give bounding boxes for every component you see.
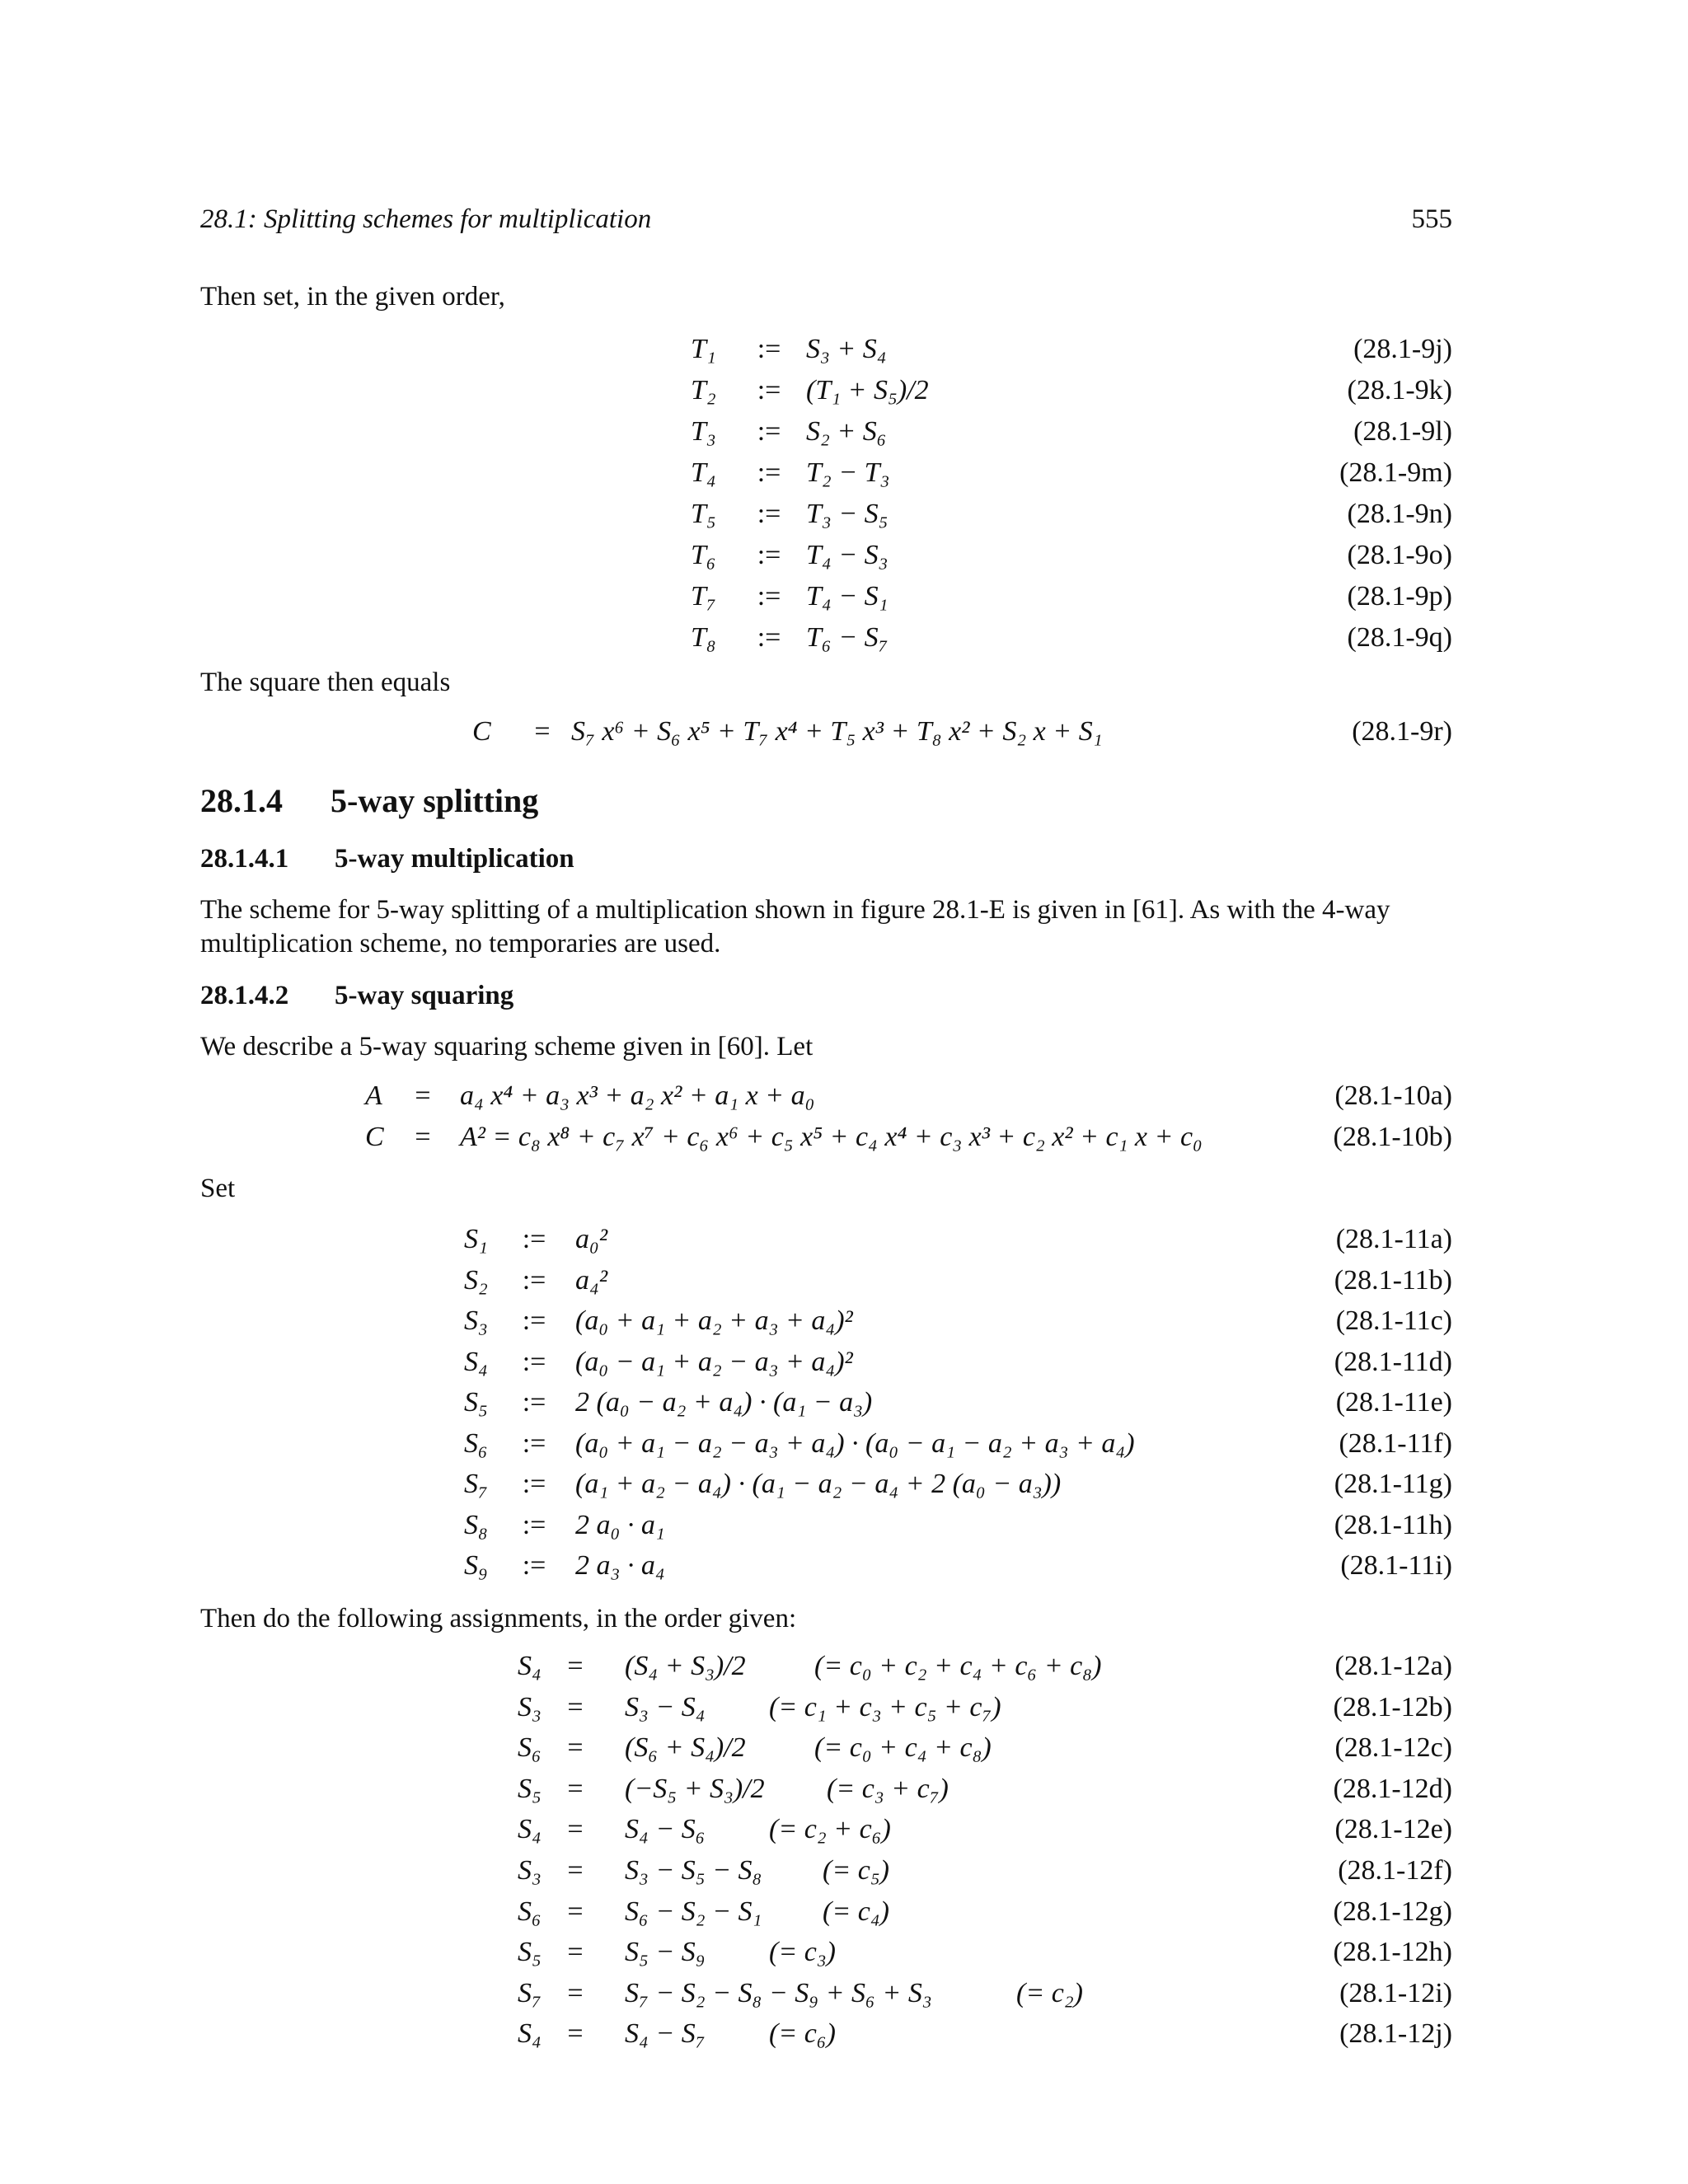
equation-operator: := <box>522 1469 546 1499</box>
equation-lhs: S₆ <box>464 1427 488 1459</box>
equation-note: (= c₀ + c₄ + c₈) <box>814 1732 992 1764</box>
equation-rhs: a₄ x⁴ + a₃ x³ + a₂ x² + a₁ x + a₀ <box>460 1080 815 1111</box>
equation-number: (28.1-11i) <box>1340 1550 1452 1581</box>
equation-number: (28.1-12g) <box>1333 1896 1452 1927</box>
assign-text: Then do the following assignments, in the order given: <box>200 1604 797 1633</box>
equation-number: (28.1-11h) <box>1334 1509 1452 1540</box>
equation-rhs: a₀² <box>575 1224 608 1254</box>
equation-row <box>200 1769 1452 1809</box>
equation-note: (= c₄) <box>823 1896 889 1927</box>
equation-number: (28.1-12a) <box>1334 1651 1452 1681</box>
equation-rhs: (S₆ + S₄)/2 <box>625 1732 746 1764</box>
equation-lhs: S₆ <box>518 1896 542 1927</box>
equation-note: (= c₆) <box>769 2018 836 2050</box>
equation-row <box>200 1465 1452 1504</box>
equation-lhs: S₃ <box>518 1855 542 1886</box>
equation-number: (28.1-9k) <box>1347 375 1452 405</box>
equation-lhs: S₄ <box>518 1651 542 1681</box>
equation-operator: := <box>757 334 781 364</box>
square-text: The square then equals <box>200 668 451 697</box>
equation-lhs: S₇ <box>518 1977 542 2008</box>
section-title: 5-way splitting <box>331 782 539 819</box>
equation-operator: := <box>522 1346 546 1377</box>
equation-lhs: S₈ <box>464 1509 488 1540</box>
intro-text: Then set, in the given order, <box>200 282 505 312</box>
equation-number: (28.1-12f) <box>1338 1855 1452 1886</box>
equation-operator: := <box>757 622 781 653</box>
equation-lhs: T₁ <box>691 334 716 364</box>
equation-rhs: S₂ + S₆ <box>806 416 887 447</box>
subsection-heading-1 <box>200 844 574 874</box>
equation-operator: = <box>415 1080 431 1111</box>
equation-note: (= c₅) <box>823 1855 889 1886</box>
subsection-heading-2 <box>200 981 513 1011</box>
equation-number: (28.1-11g) <box>1334 1469 1452 1499</box>
equation-row <box>200 1810 1452 1849</box>
equation-rhs: S₅ − S₉ <box>625 1937 706 1968</box>
subsection-number: 28.1.4.1 <box>200 844 289 874</box>
equation-number: (28.1-9q) <box>1347 622 1452 653</box>
equation-lhs: A <box>365 1080 382 1111</box>
equation-rhs: S₇ x⁶ + S₆ x⁵ + T₇ x⁴ + T₅ x³ + T₈ x² + S₂ x + S₁ <box>571 716 1103 747</box>
equation-number: (28.1-9j) <box>1353 334 1452 364</box>
equation-operator: := <box>522 1305 546 1336</box>
equation-lhs: T₄ <box>691 457 716 488</box>
equation-operator: := <box>757 375 781 405</box>
equation-rhs: S₃ − S₄ <box>625 1691 706 1722</box>
equation-lhs: C <box>365 1122 384 1152</box>
equation-rhs: T₃ − S₅ <box>806 499 889 529</box>
equation-rhs: T₄ − S₁ <box>806 581 889 612</box>
equation-number: (28.1-10a) <box>1334 1080 1452 1111</box>
equation-operator: = <box>567 1814 584 1845</box>
equation-rhs: (a₁ + a₂ − a₄) · (a₁ − a₂ − a₄ + 2 (a₀ − a₃)) <box>575 1469 1062 1499</box>
equation-lhs: S₆ <box>518 1732 542 1764</box>
equation-operator: := <box>522 1550 546 1581</box>
equation-row <box>200 618 1452 658</box>
equation-row <box>200 330 1452 369</box>
equation-lhs: S₅ <box>518 1773 542 1804</box>
equation-number: (28.1-12c) <box>1334 1732 1452 1764</box>
equation-rhs: 2 a₃ · a₄ <box>575 1550 665 1581</box>
equation-rhs: S₄ − S₆ <box>625 1814 706 1845</box>
equation-operator: := <box>522 1427 546 1459</box>
equation-operator: = <box>567 1855 584 1886</box>
equation-operator: = <box>567 1691 584 1722</box>
equation-lhs: T₆ <box>691 540 716 570</box>
equation-row <box>200 577 1452 616</box>
equation-row <box>200 1933 1452 1972</box>
equation-number: (28.1-12e) <box>1334 1814 1452 1845</box>
equation-rhs: S₇ − S₂ − S₈ − S₉ + S₆ + S₃ <box>625 1977 932 2008</box>
equation-lhs: S₂ <box>464 1264 488 1296</box>
equation-rhs: a₄² <box>575 1264 608 1296</box>
equation-number: (28.1-11d) <box>1334 1346 1452 1377</box>
equation-rhs: 2 a₀ · a₁ <box>575 1509 665 1540</box>
equation-lhs: T₇ <box>691 581 716 612</box>
equation-operator: = <box>567 1937 584 1968</box>
equation-operator: := <box>522 1264 546 1296</box>
equation-lhs: S₁ <box>464 1224 488 1254</box>
equation-row <box>200 2014 1452 2054</box>
equation-row <box>200 1974 1452 2013</box>
equation-row <box>200 1851 1452 1891</box>
equation-number: (28.1-11f) <box>1339 1427 1452 1459</box>
set-text: Set <box>200 1174 236 1203</box>
equation-number: (28.1-11c) <box>1335 1305 1452 1336</box>
equation-rhs: (a₀ − a₁ + a₂ − a₃ + a₄)² <box>575 1346 853 1377</box>
equation-rhs: (S₄ + S₃)/2 <box>625 1651 746 1681</box>
subsection-number: 28.1.4.2 <box>200 981 289 1010</box>
equation-row <box>200 1424 1452 1464</box>
equation-lhs: S₃ <box>464 1305 488 1336</box>
equation-row <box>200 453 1452 493</box>
equation-number: (28.1-9l) <box>1353 416 1452 447</box>
equation-rhs: S₃ + S₄ <box>806 334 887 364</box>
section-heading <box>200 781 538 820</box>
equation-note: (= c₃) <box>769 1937 836 1968</box>
equation-operator: = <box>567 1773 584 1804</box>
equation-row <box>200 1546 1452 1586</box>
equation-lhs: T₂ <box>691 375 716 405</box>
equation-operator: := <box>757 581 781 612</box>
equation-row <box>200 536 1452 575</box>
equation-number: (28.1-12i) <box>1339 1977 1452 2008</box>
equation-number: (28.1-12b) <box>1333 1691 1452 1722</box>
equation-operator: = <box>567 1651 584 1681</box>
equation-operator: := <box>522 1224 546 1254</box>
equation-row <box>200 1261 1452 1301</box>
running-header <box>200 204 1452 241</box>
equation-row <box>200 1343 1452 1382</box>
equation-number: (28.1-12j) <box>1339 2018 1452 2050</box>
equation-row <box>200 1383 1452 1422</box>
equation-rhs: A² = c₈ x⁸ + c₇ x⁷ + c₆ x⁶ + c₅ x⁵ + c₄ x⁴ + c₃ x³ + c₂ x² + c₁ x + c₀ <box>460 1122 1203 1152</box>
equation-number: (28.1-11e) <box>1335 1387 1452 1418</box>
equation-operator: = <box>567 1977 584 2008</box>
equation-row <box>200 1892 1452 1932</box>
equation-number: (28.1-9o) <box>1347 540 1452 570</box>
equation-note: (= c₃ + c₇) <box>827 1773 949 1804</box>
equation-number: (28.1-11a) <box>1335 1224 1452 1254</box>
equation-lhs: S₃ <box>518 1691 542 1722</box>
equation-number: (28.1-11b) <box>1334 1264 1452 1296</box>
equation-operator: := <box>757 457 781 488</box>
equation-note: (= c₀ + c₂ + c₄ + c₆ + c₈) <box>814 1651 1102 1681</box>
equation-operator: = <box>415 1122 431 1152</box>
equation-lhs: S₅ <box>518 1937 542 1968</box>
equation-lhs: S₄ <box>518 1814 542 1845</box>
subsection2-paragraph: We describe a 5-way squaring scheme given in [60]. Let <box>200 1032 814 1062</box>
equation-operator: := <box>757 499 781 529</box>
equation-lhs: T₅ <box>691 499 716 529</box>
equation-row <box>200 712 1452 752</box>
equation-lhs: T₈ <box>691 622 716 653</box>
equation-row <box>200 1220 1452 1259</box>
equation-row <box>200 412 1452 452</box>
equation-operator: := <box>757 540 781 570</box>
equation-number: (28.1-12d) <box>1333 1773 1452 1804</box>
equation-rhs: S₃ − S₅ − S₈ <box>625 1855 762 1886</box>
equation-rhs: (a₀ + a₁ − a₂ − a₃ + a₄) · (a₀ − a₁ − a₂ + a₃ + a₄) <box>575 1427 1135 1459</box>
equation-rhs: T₂ − T₃ <box>806 457 890 488</box>
equation-number: (28.1-12h) <box>1333 1937 1452 1968</box>
equation-rhs: T₄ − S₃ <box>806 540 889 570</box>
equation-row <box>200 1647 1452 1686</box>
equation-rhs: (T₁ + S₅)/2 <box>806 375 929 405</box>
equation-rhs: (−S₅ + S₃)/2 <box>625 1773 765 1804</box>
equation-lhs: T₃ <box>691 416 716 447</box>
equation-number: (28.1-9p) <box>1347 581 1452 612</box>
equation-operator: := <box>757 416 781 447</box>
equation-lhs: S₇ <box>464 1469 488 1499</box>
equation-number: (28.1-9r) <box>1352 716 1452 747</box>
equation-rhs: 2 (a₀ − a₂ + a₄) · (a₁ − a₃) <box>575 1387 873 1418</box>
equation-row <box>200 494 1452 534</box>
equation-note: (= c₂ + c₆) <box>769 1814 891 1845</box>
subsection-title: 5-way squaring <box>335 981 514 1010</box>
subsection-title: 5-way multiplication <box>335 844 574 874</box>
equation-rhs: S₆ − S₂ − S₁ <box>625 1896 762 1927</box>
equation-note: (= c₁ + c₃ + c₅ + c₇) <box>769 1691 1001 1722</box>
equation-operator: := <box>522 1387 546 1418</box>
equation-row <box>200 371 1452 410</box>
running-header-title: 28.1: Splitting schemes for multiplication <box>200 204 652 234</box>
equation-number: (28.1-10b) <box>1333 1122 1452 1152</box>
equation-lhs: C <box>472 716 491 747</box>
equation-rhs: T₆ − S₇ <box>806 622 889 653</box>
equation-operator: = <box>567 1732 584 1764</box>
equation-lhs: S₉ <box>464 1550 488 1581</box>
page-number: 555 <box>1411 204 1452 234</box>
equation-lhs: S₅ <box>464 1387 488 1418</box>
equation-rhs: (a₀ + a₁ + a₂ + a₃ + a₄)² <box>575 1305 853 1336</box>
equation-row <box>200 1506 1452 1545</box>
equation-operator: = <box>567 2018 584 2050</box>
section-number: 28.1.4 <box>200 782 283 819</box>
equation-lhs: S₄ <box>518 2018 542 2050</box>
equation-rhs: S₄ − S₇ <box>625 2018 706 2050</box>
equation-operator: = <box>534 716 551 747</box>
equation-number: (28.1-9n) <box>1347 499 1452 529</box>
subsection1-paragraph: The scheme for 5-way splitting of a multiplication shown in figure 28.1-E is given in [61]. As with the 4-way multiplication scheme, no temporaries are used. <box>200 895 1390 958</box>
equation-row <box>200 1301 1452 1341</box>
equation-operator: := <box>522 1509 546 1540</box>
equation-lhs: S₄ <box>464 1346 488 1377</box>
equation-row <box>200 1076 1452 1116</box>
equation-operator: = <box>567 1896 584 1927</box>
equation-number: (28.1-9m) <box>1339 457 1452 488</box>
equation-row <box>200 1728 1452 1768</box>
equation-row <box>200 1118 1452 1157</box>
equation-note: (= c₂) <box>1016 1977 1083 2008</box>
equation-row <box>200 1688 1452 1727</box>
